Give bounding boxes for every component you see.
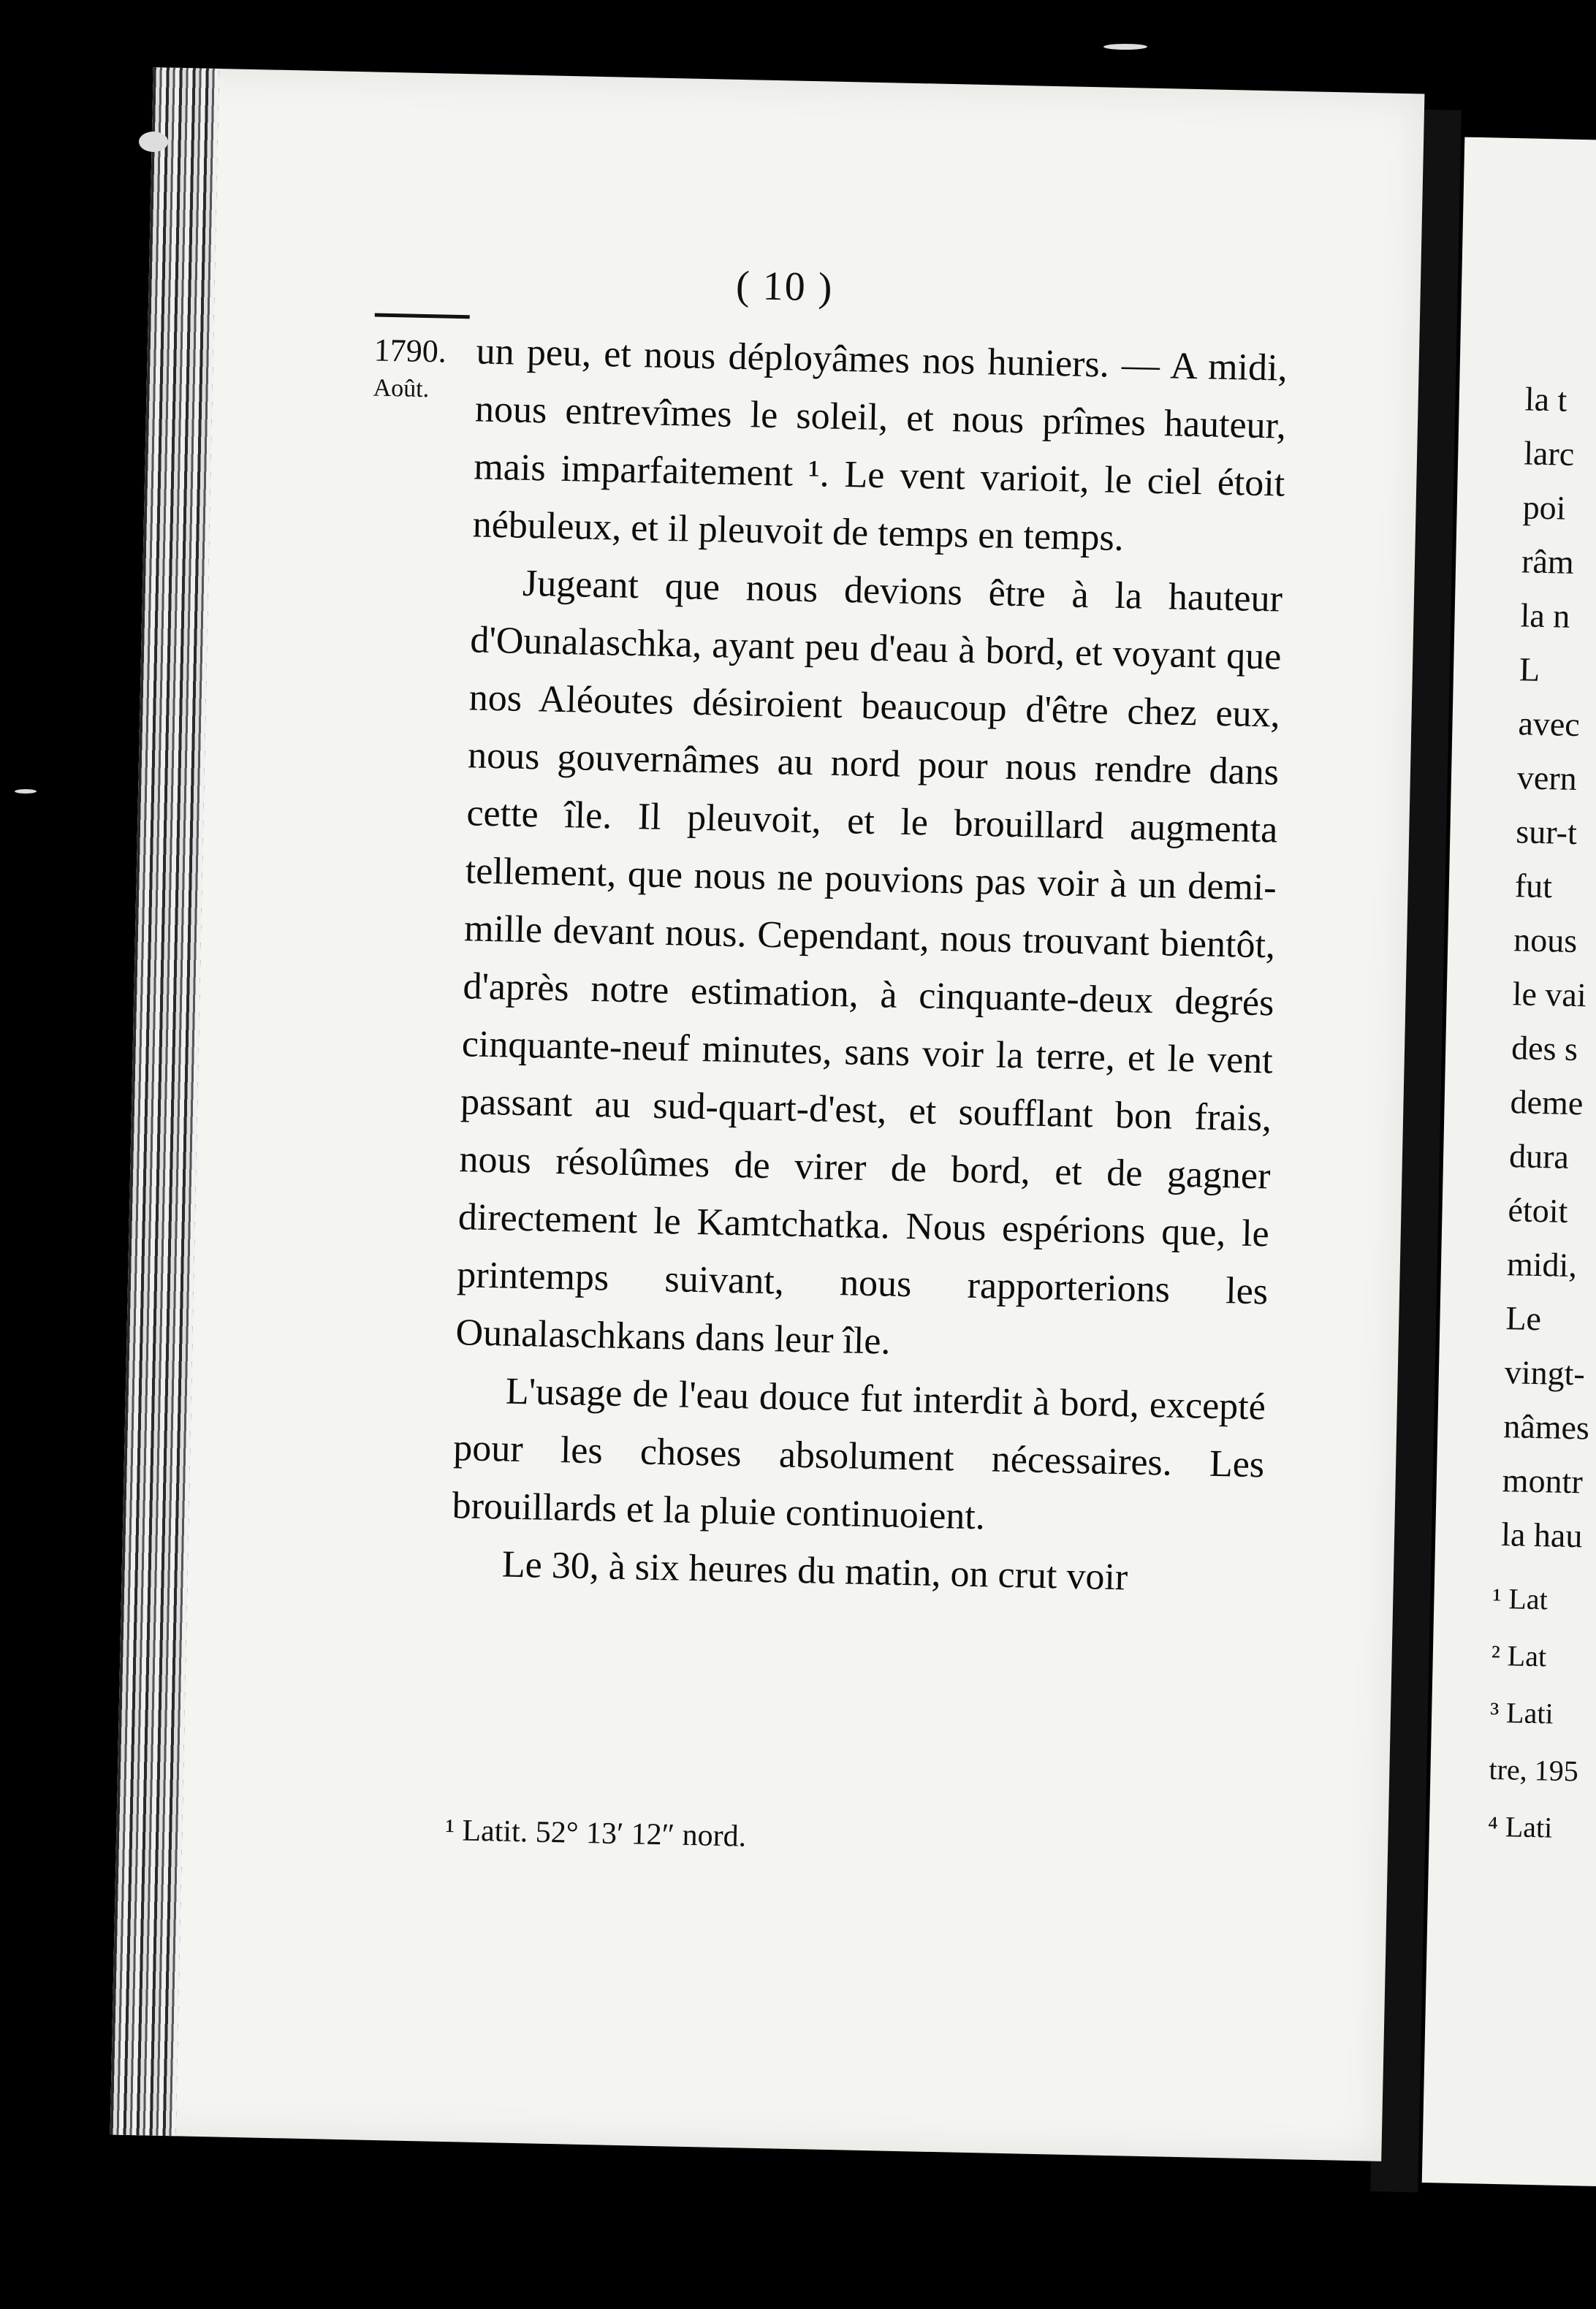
- right-line: le vai: [1512, 975, 1587, 1014]
- right-line: sur-t: [1515, 813, 1578, 852]
- right-note: ¹ Lat: [1492, 1581, 1548, 1616]
- right-line: larc: [1523, 434, 1575, 473]
- paragraph-2: Jugeant que nous devions être à la hauteur d'Ounalaschka, ayant peu d'eau à bord, et voyant que nos Aléoutes désiroient beaucoup d'être chez eux, nous gouvernâmes au nord pour nous rendre dans cette île. Il pleuvoit, et le brouillard augmenta tellement, que nous ne pouvions pas voir à un demi-mille devant nous. Cependant, nous trouvant bientôt, d'après notre estimation, à cinquante-deux degrés cinquante-neuf minutes, sans voir la terre, et le vent passant au sud-quart-d'est, et soufflant bon frais, nous résolûmes de virer de bord, et de gagner directement le Kamtchatka. Nous espérions que, le printemps suivant, nous rapporterions les Ounalaschkans dans leur île.: [455, 562, 1283, 1363]
- footnote: ¹ Latit. 52° 13′ 12″ nord.: [444, 1813, 747, 1854]
- margin-rule: [375, 313, 470, 319]
- right-page-notes: [1487, 1570, 1582, 1857]
- right-line: des s: [1510, 1029, 1578, 1068]
- left-page: [110, 67, 1425, 2161]
- right-line: vingt-: [1504, 1353, 1586, 1393]
- right-line: poi: [1522, 488, 1567, 527]
- right-page-text: [1501, 372, 1596, 1563]
- right-line: râm: [1521, 542, 1575, 581]
- margin-month: Août.: [373, 374, 430, 403]
- right-line: la t: [1524, 380, 1568, 419]
- page-edge: [110, 67, 219, 2136]
- right-line: la hau: [1500, 1515, 1583, 1555]
- right-note: ³ Lati: [1489, 1695, 1554, 1730]
- right-line: nous: [1513, 921, 1578, 960]
- scan-speck: [1103, 44, 1147, 50]
- right-line: nâmes: [1502, 1407, 1590, 1447]
- right-note: tre, 195: [1489, 1752, 1579, 1788]
- paragraph-3: L'usage de l'eau douce fut interdit à bord, excepté pour les choses absolument nécessaires. Les brouillards et la pluie continuoient.: [452, 1370, 1266, 1538]
- right-line: montr: [1502, 1461, 1584, 1501]
- right-line: étoit: [1508, 1191, 1568, 1230]
- right-note: ² Lat: [1491, 1638, 1547, 1673]
- scan-speck: [139, 132, 168, 152]
- right-line: midi,: [1506, 1245, 1578, 1285]
- right-line: fut: [1514, 867, 1553, 905]
- paragraph-4: Le 30, à six heures du matin, on crut voir: [501, 1543, 1128, 1599]
- right-line: deme: [1510, 1083, 1584, 1122]
- right-line: avec: [1518, 704, 1581, 744]
- body-text: [450, 322, 1288, 1609]
- scan-speck: [15, 789, 37, 794]
- margin-year: 1790.: [373, 332, 447, 370]
- right-line: vern: [1516, 758, 1578, 797]
- right-note: ⁴ Lati: [1487, 1809, 1553, 1844]
- right-line: dura: [1508, 1137, 1570, 1176]
- right-line: L: [1519, 650, 1540, 688]
- margin-date: [373, 332, 469, 410]
- right-line: Le: [1505, 1299, 1542, 1338]
- page-number: ( 10 ): [735, 262, 835, 311]
- right-line: la n: [1520, 596, 1570, 635]
- paragraph-1: un peu, et nous déployâmes nos huniers. — A midi, nous entrevîmes le soleil, et nous prîmes hauteur, mais imparfaitement ¹. Le vent varioit, le ciel étoit nébuleux, et il pleuvoit de temps en temps.: [472, 330, 1288, 560]
